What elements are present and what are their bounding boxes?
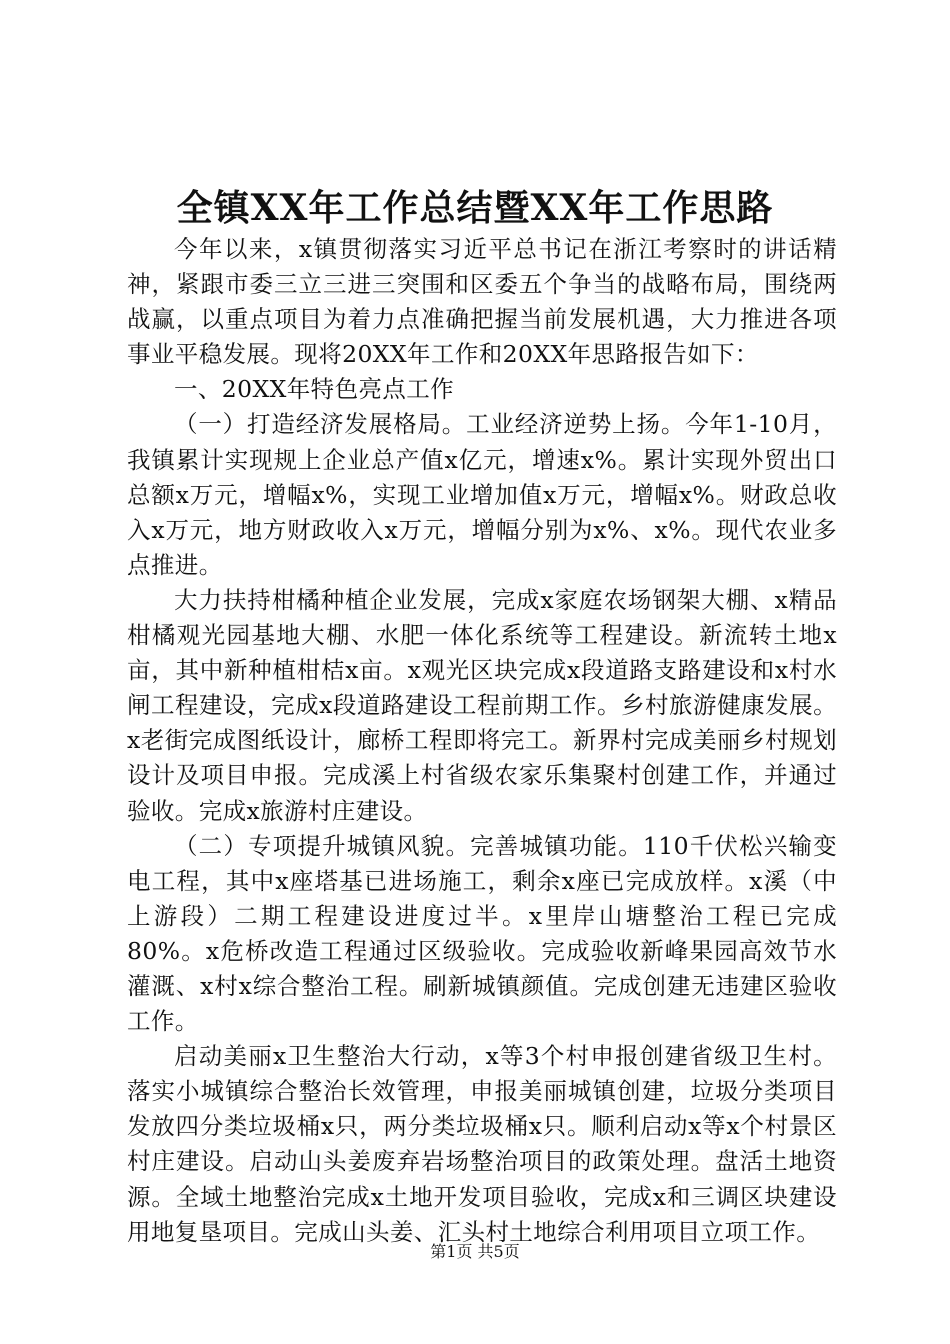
page-footer: 第1页 共5页 (430, 1242, 520, 1261)
body-paragraph: （一）打造经济发展格局。工业经济逆势上扬。今年1-10月，我镇累计实现规上企业总产值x亿元，增速x%。累计实现外贸出口总额x万元，增幅x%，实现工业增加值x万元，增幅x%。财政总收入x万元，地方财政收入x万元，增幅分别为x%、x%。现代农业多点推进。 (127, 410, 837, 579)
body-paragraph: （二）专项提升城镇风貌。完善城镇功能。110千伏松兴输变电工程，其中x座塔基已进场施工，剩余x座已完成放样。x溪（中上游段）二期工程建设进度过半。x里岸山塘整治工程已完成80%。x危桥改造工程通过区级验收。完成验收新峰果园高效节水灌溉、x村x综合整治工程。刷新城镇颜值。完成创建无违建区验收工作。 (127, 831, 837, 1036)
document-title: 全镇XX年工作总结暨XX年工作思路 (176, 187, 774, 229)
body-paragraph: 大力扶持柑橘种植企业发展，完成x家庭农场钢架大棚、x精品柑橘观光园基地大棚、水肥一体化系统等工程建设。新流转土地x亩，其中新种植柑桔x亩。x观光区块完成x段道路支路建设和x村水闸工程建设，完成x段道路建设工程前期工作。乡村旅游健康发展。x老街完成图纸设计，廊桥工程即将完工。新界村完成美丽乡村规划设计及项目申报。完成溪上村省级农家乐集聚村创建工作，并通过验收。完成x旅游村庄建设。 (127, 585, 837, 825)
section-heading: 一、20XX年特色亮点工作 (174, 375, 455, 404)
document-body (127, 232, 837, 1250)
body-paragraph: 启动美丽x卫生整治大行动，x等3个村申报创建省级卫生村。落实小城镇综合整治长效管理，申报美丽城镇创建，垃圾分类项目发放四分类垃圾桶x只，两分类垃圾桶x只。顺利启动x等x个村景区村庄建设。启动山头姜废弃岩场整治项目的政策处理。盘活土地资源。全域土地整治完成x土地开发项目验收，完成x和三调区块建设用地复垦项目。完成山头姜、汇头村土地综合利用项目立项工作。 (127, 1042, 837, 1246)
intro-paragraph: 今年以来，x镇贯彻落实习近平总书记在浙江考察时的讲话精神，紧跟市委三立三进三突围和区委五个争当的战略布局，围绕两战赢，以重点项目为着力点准确把握当前发展机遇，大力推进各项事业平稳发展。现将20XX年工作和20XX年思路报告如下： (127, 235, 837, 369)
